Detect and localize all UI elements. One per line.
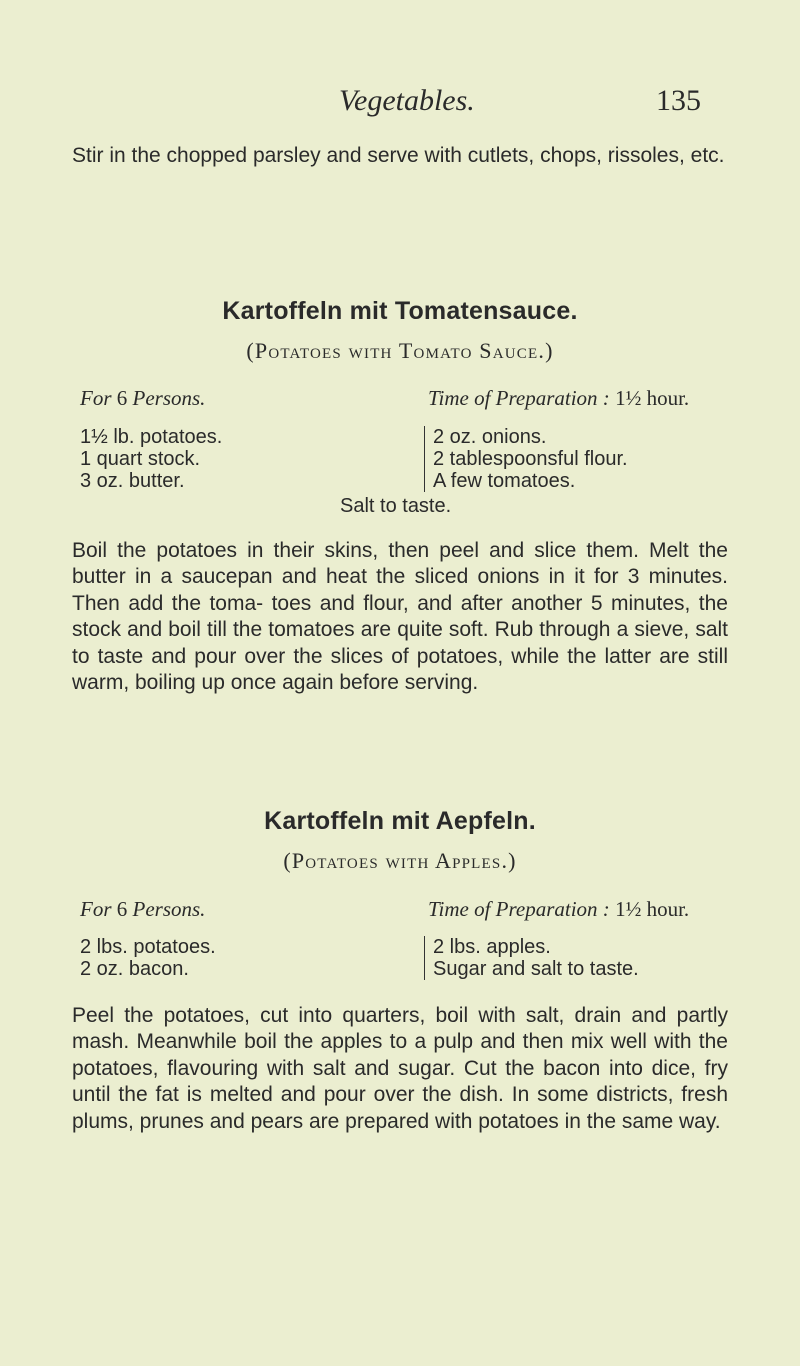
ingredient-item: 2 lbs. apples. (433, 936, 551, 958)
recipe-1-method: Boil the potatoes in their skins, then peel and slice them. Melt the butter in a saucepan and heat the sliced onions in it for 3 minutes. Then add the toma- toes and flour, and after another 5 minutes, the stock and boil till the tomatoes are quite soft. Rub through a sieve, salt to taste and pour over the slices of potatoes, while the latter are still warm, boiling up once again before serving. (72, 539, 728, 695)
recipe-2-persons-label: Persons. (132, 897, 206, 921)
recipe-1-persons-label: Persons. (132, 386, 206, 410)
recipe-1-time-label: Time of Preparation : (428, 386, 610, 410)
recipe-1-time-value: 1½ hour. (615, 386, 690, 410)
recipe-2-persons-number: 6 (116, 897, 128, 921)
ingredient-item: 3 oz. butter. (80, 470, 185, 492)
recipe-2-ingredients-right (424, 936, 639, 980)
running-head (0, 84, 800, 124)
recipe-2-servings (80, 897, 205, 922)
recipe-2-method: Peel the potatoes, cut into quarters, boil with salt, drain and partly mash. Meanwhile boil the apples to a pulp and then mix well with the potatoes, flavouring with salt and sugar. Cut the bacon into dice, fry until the fat is melted and pour over the dish. In some districts, fresh plums, prunes and pears are prepared with potatoes in the same way. (72, 1004, 728, 1133)
ingredient-item: 2 lbs. potatoes. (80, 936, 216, 958)
recipe-2-subtitle: (Potatoes with Apples.) (283, 848, 517, 873)
ingredient-item: 2 tablespoonsful flour. (433, 448, 628, 470)
ingredient-item: 2 oz. onions. (433, 426, 547, 448)
recipe-1-servings (80, 386, 205, 411)
ingredient-item: A few tomatoes. (433, 470, 576, 492)
intro-paragraph: Stir in the chopped parsley and serve with cutlets, chops, rissoles, etc. (72, 144, 725, 167)
ingredient-item: 1 quart stock. (80, 448, 201, 470)
recipe-2-ingredients-left (80, 936, 216, 980)
recipe-1-title: Kartoffeln mit Tomatensauce. (222, 297, 578, 325)
recipe-2-title: Kartoffeln mit Aepfeln. (264, 807, 536, 835)
running-head-title: Vegetables. (339, 84, 475, 117)
ingredient-item: Sugar and salt to taste. (433, 958, 639, 980)
recipe-2-prep-time (428, 897, 689, 922)
recipe-1-ingredients-footer: Salt to taste. (340, 495, 452, 517)
recipe-2-time-value: 1½ hour. (615, 897, 690, 921)
ingredient-item: 1½ lb. potatoes. (80, 426, 223, 448)
recipe-2-for-label: For (80, 897, 112, 921)
recipe-1-persons-number: 6 (116, 386, 128, 410)
recipe-1-subtitle: (Potatoes with Tomato Sauce.) (246, 338, 554, 363)
recipe-1-ingredients-right (424, 426, 628, 492)
recipe-1-prep-time (428, 386, 689, 411)
recipe-1-ingredients-left (80, 426, 222, 492)
ingredient-item: 2 oz. bacon. (80, 958, 189, 980)
page-number: 135 (656, 84, 701, 117)
recipe-1-for-label: For (80, 386, 112, 410)
recipe-2-time-label: Time of Preparation : (428, 897, 610, 921)
